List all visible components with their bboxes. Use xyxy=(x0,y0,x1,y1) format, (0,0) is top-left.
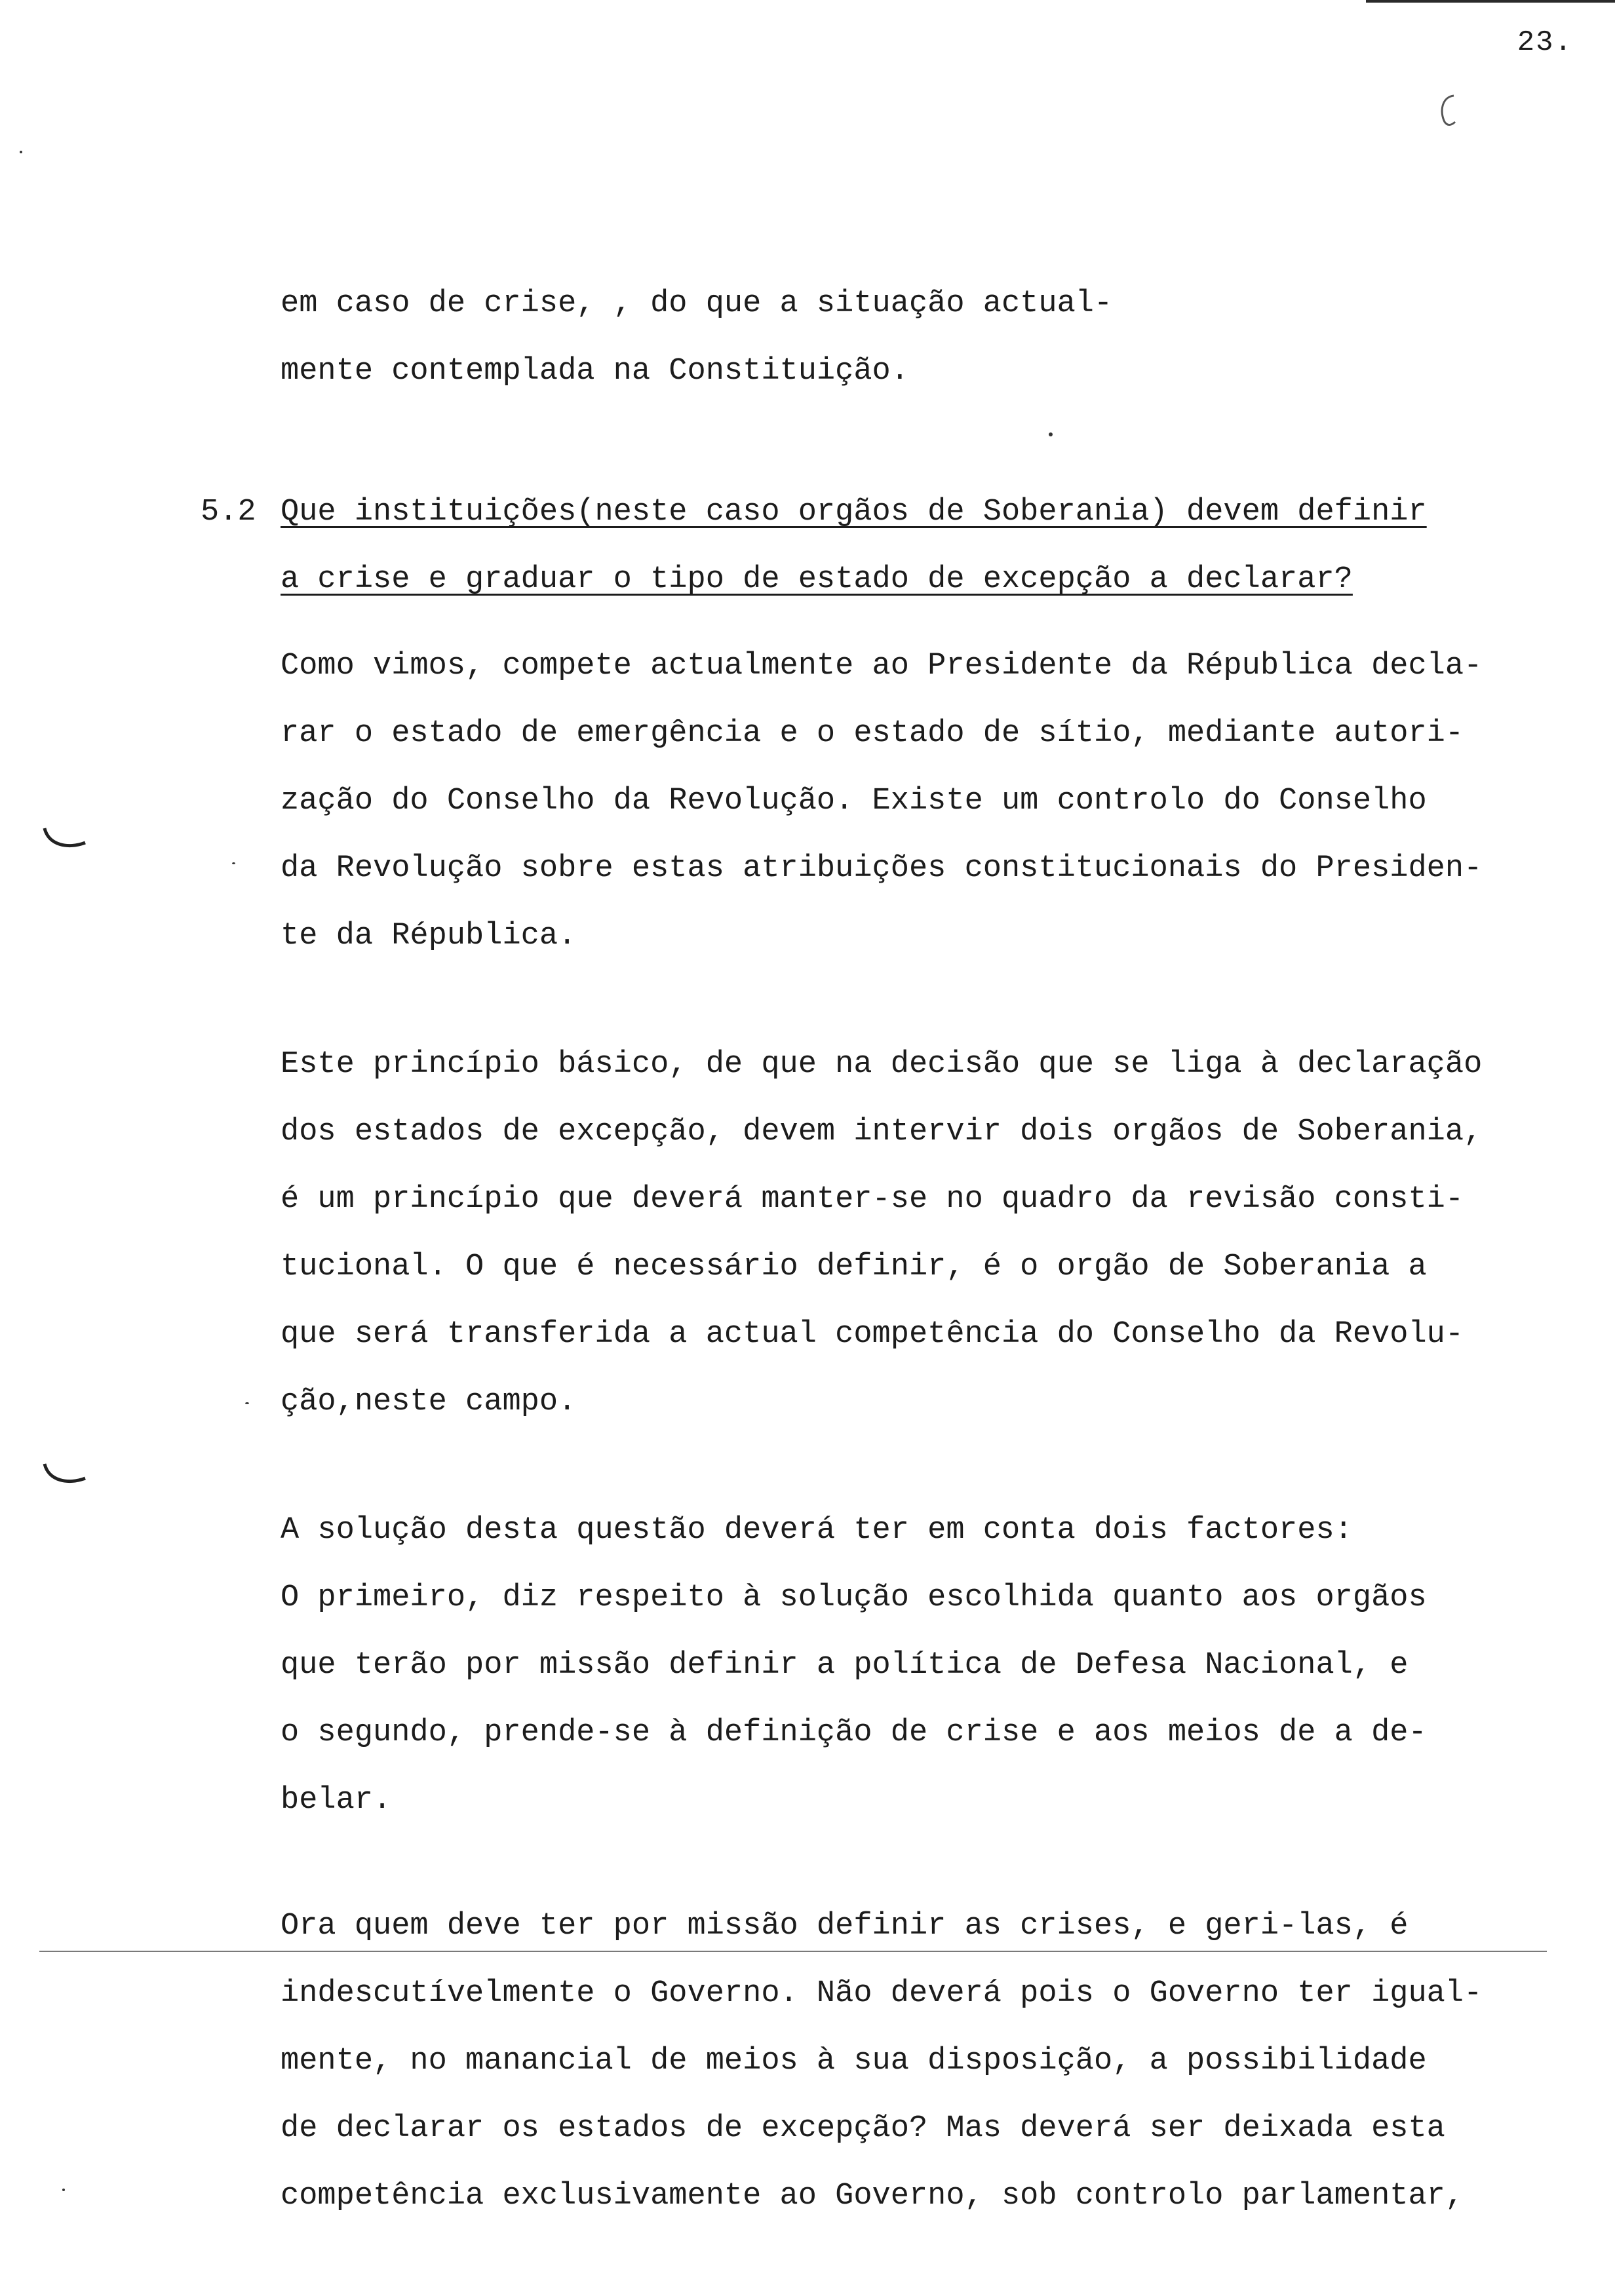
text-line: dos estados de excepção, devem intervir dois orgãos de Soberania, xyxy=(281,1115,1483,1149)
punch-hole-mark-icon xyxy=(42,826,88,852)
text-line: mente, no manancial de meios à sua disposição, a possibilidade xyxy=(281,2044,1427,2078)
text-line: te da Républica. xyxy=(281,919,577,953)
text-line: indescutívelmente o Governo. Não deverá pois o Governo ter igual- xyxy=(281,1976,1483,2011)
text-line: o segundo, prende-se à definição de crise e aos meios de a de- xyxy=(281,1715,1427,1750)
heading-line: a crise e graduar o tipo de estado de excepção a declarar? xyxy=(281,562,1353,597)
text-line: que será transferida a actual competência do Conselho da Revolu- xyxy=(281,1317,1464,1352)
text-line: em caso de crise, , do que a situação actual- xyxy=(281,286,1113,321)
scan-speck xyxy=(245,1402,249,1404)
paragraph-3 xyxy=(281,1497,1427,1834)
text-line: que terão por missão definir a política de Defesa Nacional, e xyxy=(281,1648,1409,1683)
paragraph-4 xyxy=(281,1892,1482,2230)
text-line: A solução desta questão deverá ter em conta dois factores: xyxy=(281,1513,1353,1548)
section-number: 5.2 xyxy=(201,495,256,529)
text-line: mente contemplada na Constituição. xyxy=(281,354,909,389)
text-line: belar. xyxy=(281,1783,392,1818)
scan-speck xyxy=(232,862,235,864)
scan-speck xyxy=(1049,432,1053,436)
intro-text xyxy=(281,270,1112,405)
text-line: ção,neste campo. xyxy=(281,1385,577,1419)
text-line: Este princípio básico, de que na decisão que se liga à declaração xyxy=(281,1047,1483,1082)
text-line: O primeiro, diz respeito à solução escolhida quanto aos orgãos xyxy=(281,1580,1427,1615)
punch-hole-mark-icon xyxy=(42,1461,88,1487)
paragraph-1 xyxy=(281,632,1482,970)
section-heading xyxy=(281,478,1427,613)
text-line: da Revolução sobre estas atribuições constitucionais do Presiden- xyxy=(281,851,1483,886)
top-edge-rule xyxy=(1366,0,1615,3)
text-line: rar o estado de emergência e o estado de sítio, mediante autori- xyxy=(281,716,1464,751)
text-line: competência exclusivamente ao Governo, sob controlo parlamentar, xyxy=(281,2179,1464,2213)
text-line: é um princípio que deverá manter-se no quadro da revisão consti- xyxy=(281,1182,1464,1217)
paragraph-2 xyxy=(281,1031,1482,1436)
text-line: de declarar os estados de excepção? Mas deverá ser deixada esta xyxy=(281,2111,1445,2146)
handwritten-mark-icon xyxy=(1435,92,1462,131)
scan-speck xyxy=(62,2189,65,2191)
text-line: Como vimos, compete actualmente ao Presidente da Républica decla- xyxy=(281,649,1483,683)
text-line: tucional. O que é necessário definir, é o orgão de Soberania a xyxy=(281,1250,1427,1284)
text-line: Ora quem deve ter por missão definir as crises, e geri-las, é xyxy=(281,1909,1409,1943)
heading-line: Que instituições(neste caso orgãos de Soberania) devem definir xyxy=(281,495,1427,529)
text-line: zação do Conselho da Revolução. Existe um controlo do Conselho xyxy=(281,784,1427,818)
scan-speck xyxy=(20,151,22,153)
page-number: 23. xyxy=(1517,26,1573,59)
